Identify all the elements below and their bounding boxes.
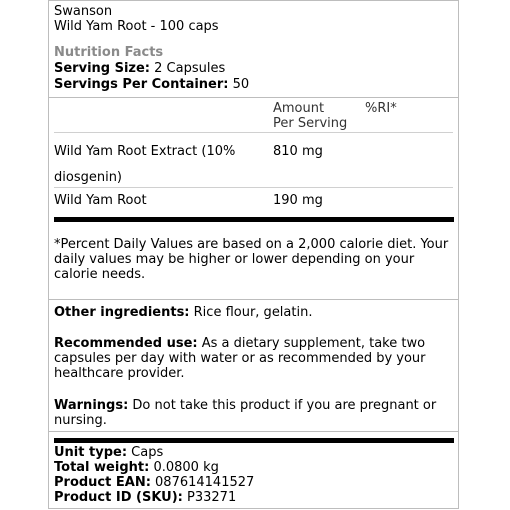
ingredient-name — [54, 139, 235, 191]
other-ingredients-value: Rice flour, gelatin. — [189, 305, 313, 320]
product-ean — [54, 475, 449, 490]
ingredient-amount: 190 mg — [273, 193, 323, 208]
servings-value: 50 — [228, 77, 250, 92]
divider — [49, 431, 458, 432]
total-weight-value: 0.0800 kg — [149, 460, 219, 475]
ingredient-name-line1: Wild Yam Root Extract (10% — [54, 144, 236, 159]
warnings — [54, 398, 449, 428]
brand-name: Swanson — [54, 4, 113, 19]
unit-type-value: Caps — [127, 445, 164, 460]
other-ingredients-label: Other ingredients: — [54, 305, 190, 320]
product-ean-label: Product EAN: — [54, 475, 151, 490]
recommended-use-value: As a dietary supplement, take two capsules per day with water or as recommended by your healthcare provider. — [54, 336, 426, 381]
amount-header-line1: Amount — [273, 101, 325, 116]
divider — [49, 97, 458, 98]
facts-title: Nutrition Facts — [54, 45, 164, 60]
table-row-divider — [54, 132, 453, 133]
ingredient-name-line2: diosgenin) — [54, 170, 123, 185]
product-id-label: Product ID (SKU): — [54, 490, 183, 505]
unit-type — [54, 445, 449, 460]
servings-label: Servings Per Container: — [54, 77, 229, 92]
ingredient-amount: 810 mg — [273, 144, 323, 159]
product-ean-value: 087614141527 — [150, 475, 255, 490]
unit-type-label: Unit type: — [54, 445, 128, 460]
recommended-use-label: Recommended use: — [54, 336, 198, 351]
total-weight-label: Total weight: — [54, 460, 150, 475]
supplement-facts-label — [48, 0, 459, 509]
warnings-value: Do not take this product if you are pregnant or nursing. — [54, 398, 437, 428]
warnings-label: Warnings: — [54, 398, 129, 413]
thick-rule — [54, 438, 454, 443]
ingredient-name: Wild Yam Root — [54, 193, 147, 208]
daily-value-footnote: *Percent Daily Values are based on a 2,000 calorie diet. Your daily values may be higher or lower depending on your calorie needs. — [54, 237, 449, 282]
thick-rule — [54, 217, 454, 222]
divider — [49, 299, 458, 300]
ri-column-header: %RI* — [365, 101, 397, 116]
amount-column-header — [273, 101, 347, 131]
product-info — [54, 445, 449, 505]
serving-info — [54, 45, 249, 93]
other-ingredients — [54, 305, 449, 320]
serving-size — [54, 61, 249, 77]
recommended-use — [54, 336, 449, 381]
product-id-value: P33271 — [182, 490, 237, 505]
serving-size-label: Serving Size: — [54, 61, 151, 76]
serving-size-value: 2 Capsules — [150, 61, 226, 76]
total-weight — [54, 460, 449, 475]
amount-header-line2: Per Serving — [273, 116, 348, 131]
label-header — [54, 4, 219, 34]
table-row-divider — [54, 187, 453, 188]
product-id — [54, 490, 449, 505]
servings-per-container — [54, 77, 249, 93]
product-name: Wild Yam Root - 100 caps — [54, 19, 219, 34]
